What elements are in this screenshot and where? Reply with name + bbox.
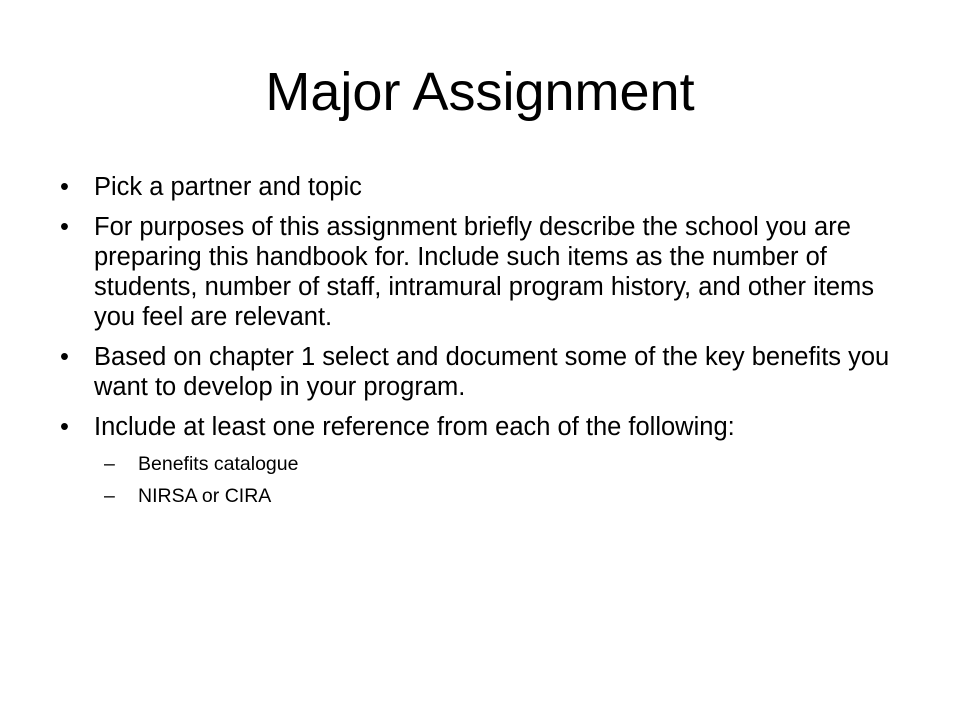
slide-title: Major Assignment — [265, 62, 695, 122]
bullet-marker: • — [60, 343, 69, 371]
bullet-item — [60, 412, 900, 442]
sub-bullet-text: NIRSA or CIRA — [138, 485, 272, 507]
bullet-text: Based on chapter 1 select and document some of the key benefits you want to develop in your program. — [94, 343, 890, 401]
bullet-item — [60, 342, 900, 402]
bullet-text: Include at least one reference from each of the following: — [94, 413, 735, 441]
bullet-marker: • — [60, 213, 69, 241]
bullet-text: Pick a partner and topic — [94, 173, 362, 201]
sub-bullet-item — [60, 484, 900, 508]
sub-bullet-marker: – — [104, 485, 115, 507]
bullet-item — [60, 212, 900, 332]
bullet-marker: • — [60, 413, 69, 441]
sub-bullet-text: Benefits catalogue — [138, 453, 299, 475]
sub-bullet-marker: – — [104, 453, 115, 475]
sub-bullet-list — [60, 452, 900, 508]
bullet-item — [60, 172, 900, 202]
bullet-marker: • — [60, 173, 69, 201]
bullet-list — [60, 172, 900, 516]
sub-bullet-item — [60, 452, 900, 476]
bullet-text: For purposes of this assignment briefly describe the school you are preparing this handbook for. Include such items as the number of students, number of staff, intramural program history, and other items you feel are relevant. — [94, 213, 874, 331]
